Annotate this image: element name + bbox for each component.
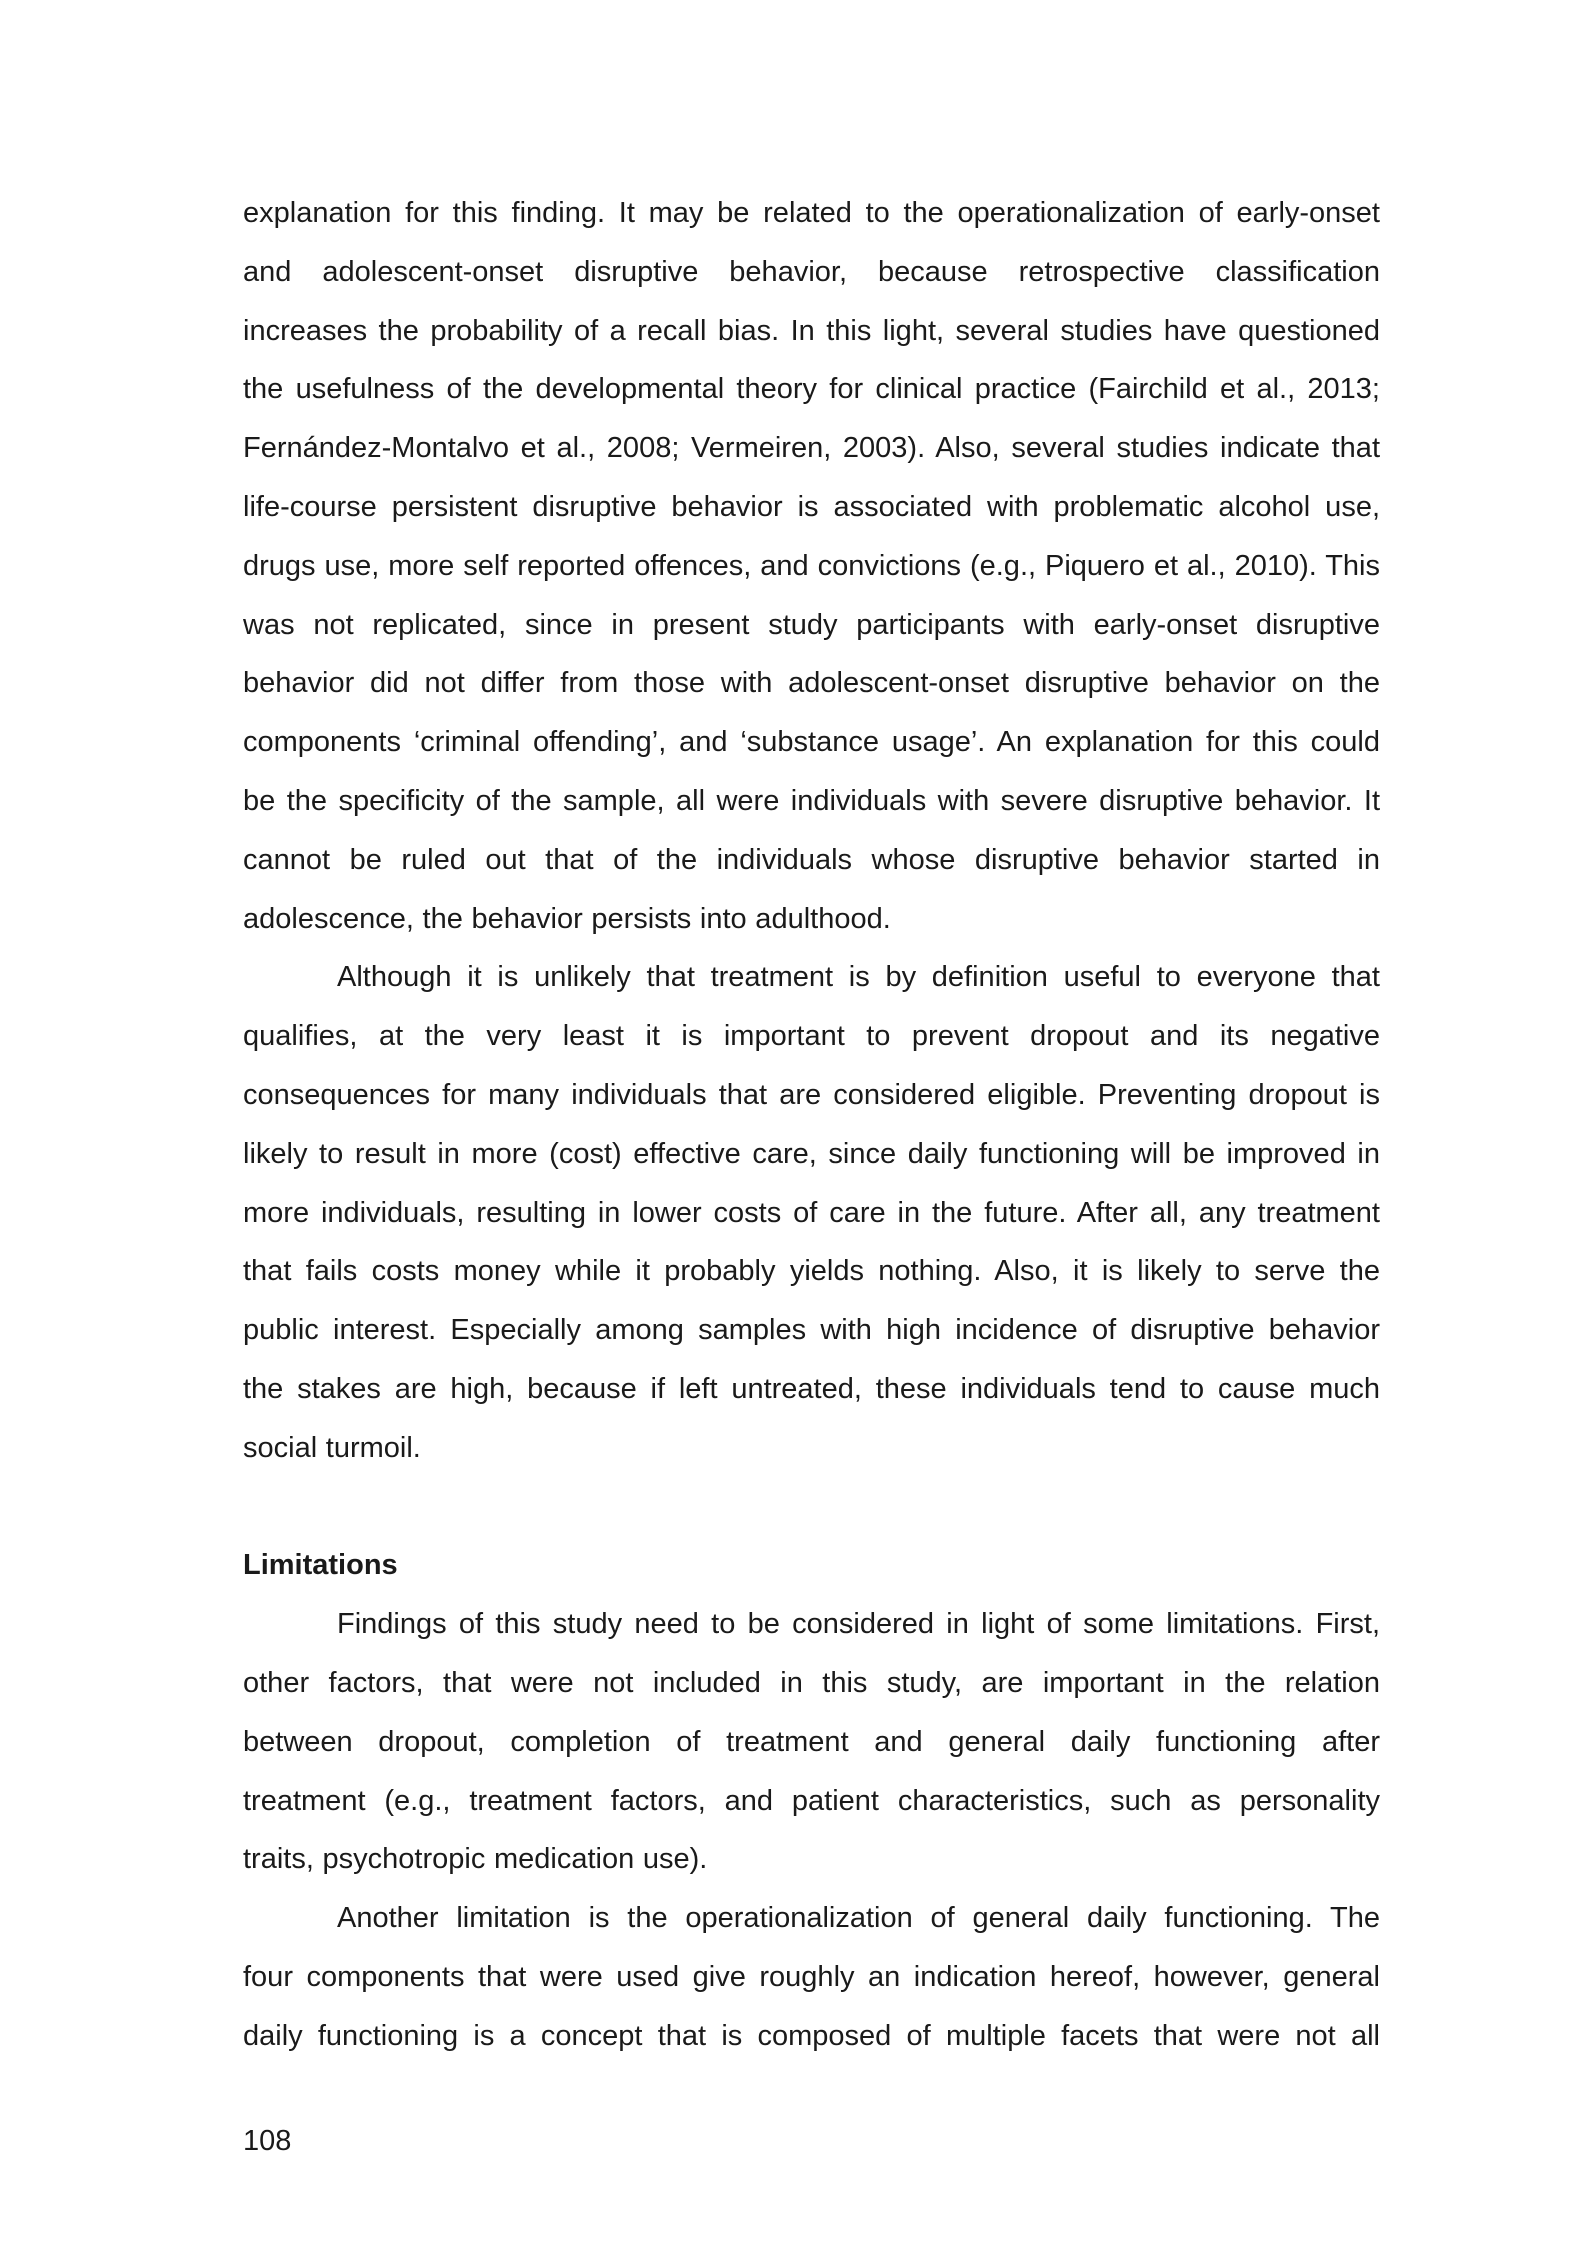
text-line: components ‘criminal offending’, and ‘substance usage’. An explanation for this could: [243, 726, 1380, 759]
paragraph: [243, 948, 1380, 1477]
text-line: the usefulness of the developmental theory for clinical practice (Fairchild et al., 2013;: [243, 373, 1380, 406]
text-line: was not replicated, since in present study participants with early-onset disruptive: [243, 608, 1380, 641]
text-line: be the specificity of the sample, all were individuals with severe disruptive behavior. It: [243, 784, 1380, 817]
text-line: behavior did not differ from those with adolescent-onset disruptive behavior on the: [243, 667, 1380, 700]
text-line: and adolescent-onset disruptive behavior, because retrospective classification: [243, 255, 1380, 288]
paragraph: [243, 184, 1380, 948]
paragraph: [243, 1595, 1380, 1889]
text-line: adolescence, the behavior persists into adulthood.: [243, 902, 891, 935]
text-body: [243, 184, 1380, 2066]
text-line: four components that were used give roughly an indication hereof, however, general: [243, 1960, 1380, 1993]
text-line: public interest. Especially among samples with high incidence of disruptive behavior: [243, 1314, 1380, 1347]
text-line: that fails costs money while it probably yields nothing. Also, it is likely to serve the: [243, 1255, 1380, 1288]
text-line: consequences for many individuals that are considered eligible. Preventing dropout is: [243, 1078, 1380, 1111]
text-line: Although it is unlikely that treatment is by definition useful to everyone that: [337, 961, 1380, 994]
text-line: drugs use, more self reported offences, and convictions (e.g., Piquero et al., 2010). This: [243, 549, 1380, 582]
paragraph: [243, 1889, 1380, 2065]
text-line: explanation for this finding. It may be related to the operationalization of early-onset: [243, 197, 1380, 229]
text-line: treatment (e.g., treatment factors, and patient characteristics, such as personality: [243, 1784, 1380, 1817]
text-line: Fernández-Montalvo et al., 2008; Vermeiren, 2003). Also, several studies indicate that: [243, 432, 1380, 465]
page-number: 108: [243, 2125, 292, 2157]
text-line: social turmoil.: [243, 1431, 421, 1464]
text-line: likely to result in more (cost) effective care, since daily functioning will be improved in: [243, 1137, 1380, 1170]
text-line: increases the probability of a recall bias. In this light, several studies have questioned: [243, 314, 1380, 347]
text-line: cannot be ruled out that of the individuals whose disruptive behavior started in: [243, 843, 1380, 876]
text-line: between dropout, completion of treatment and general daily functioning after: [243, 1725, 1380, 1758]
text-line: Another limitation is the operationalization of general daily functioning. The: [337, 1902, 1380, 1935]
text-line: other factors, that were not included in this study, are important in the relation: [243, 1666, 1380, 1699]
text-line: traits, psychotropic medication use).: [243, 1843, 708, 1876]
paragraph-spacer: [243, 1478, 1380, 1537]
text-line: more individuals, resulting in lower costs of care in the future. After all, any treatment: [243, 1196, 1380, 1229]
text-line: Findings of this study need to be considered in light of some limitations. First,: [337, 1608, 1380, 1641]
text-line: daily functioning is a concept that is composed of multiple facets that were not all: [243, 2019, 1380, 2052]
text-line: the stakes are high, because if left untreated, these individuals tend to cause much: [243, 1372, 1380, 1405]
text-line: qualifies, at the very least it is important to prevent dropout and its negative: [243, 1020, 1380, 1053]
section-heading: Limitations: [243, 1549, 398, 1582]
text-line: life-course persistent disruptive behavior is associated with problematic alcohol use,: [243, 490, 1380, 523]
